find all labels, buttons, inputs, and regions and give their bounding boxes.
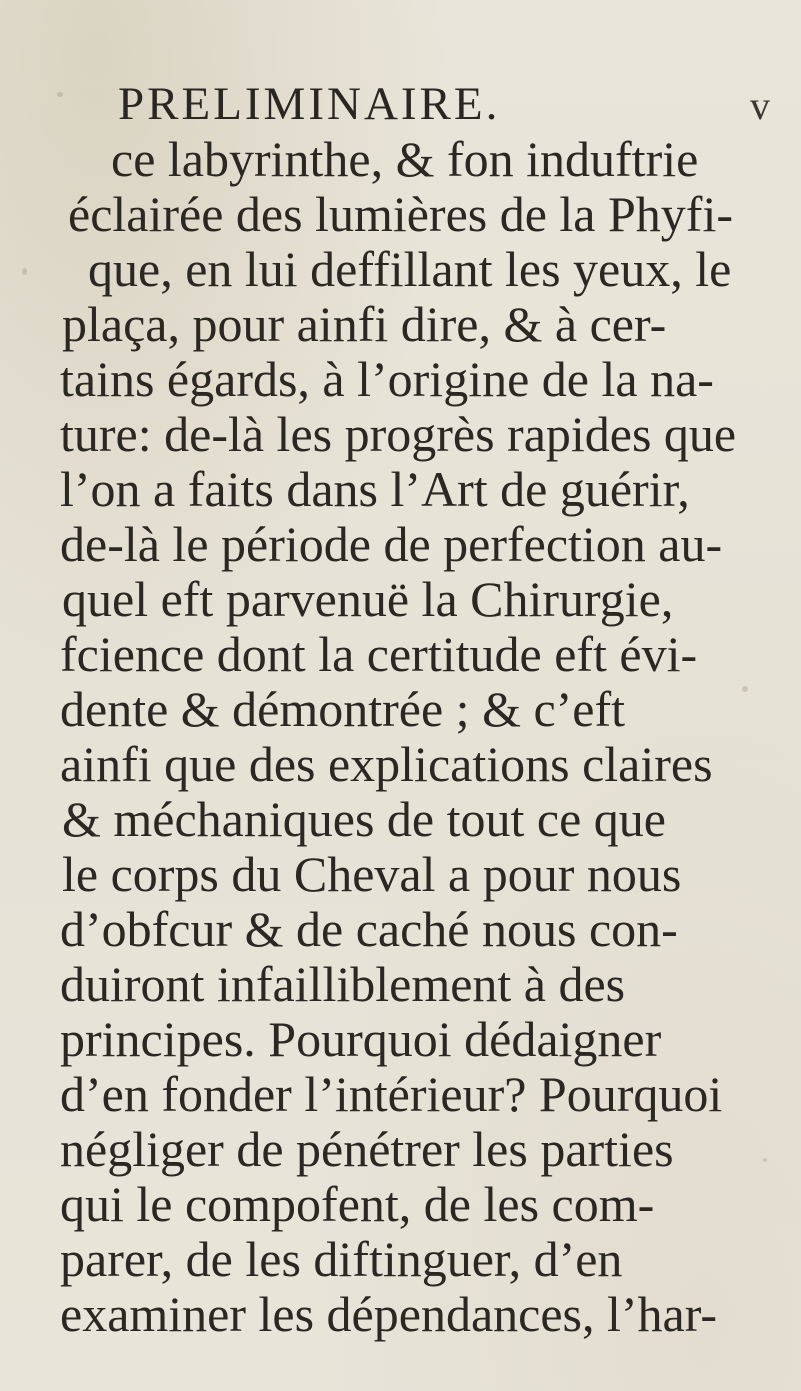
text-line: examiner les dépendances, l’har- bbox=[60, 1286, 718, 1342]
text-line: négliger de pénétrer les parties bbox=[60, 1121, 674, 1177]
text-line: parer, de les diftinguer, d’en bbox=[60, 1231, 623, 1287]
text-line: dente & démontrée ; & c’eft bbox=[60, 681, 626, 737]
text-line: fcience dont la certitude eft évi- bbox=[60, 626, 698, 682]
text-line: & méchaniques de tout ce que bbox=[62, 791, 666, 847]
text-line: ture: de-là les progrès rapides que bbox=[60, 406, 737, 462]
paper-speck bbox=[742, 686, 748, 692]
text-line: ainfi que des explications claires bbox=[60, 736, 713, 792]
text-line: duiront infailliblement à des bbox=[60, 956, 626, 1012]
text-line: d’en fonder l’intérieur? Pourquoi bbox=[60, 1066, 723, 1122]
running-title: PRELIMINAIRE. bbox=[118, 78, 501, 130]
text-line: ce labyrinthe, & fon induftrie bbox=[111, 131, 699, 187]
running-header bbox=[118, 78, 770, 130]
page-number: v bbox=[750, 83, 770, 128]
text-line: que, en lui deffillant les yeux, le bbox=[88, 241, 732, 297]
paper-speck bbox=[57, 92, 63, 97]
text-line: de-là le période de perfection au- bbox=[60, 516, 723, 572]
text-line: plaça, pour ainfi dire, & à cer- bbox=[62, 296, 667, 352]
text-line: qui le compofent, de les com- bbox=[60, 1176, 655, 1232]
text-line: l’on a faits dans l’Art de guérir, bbox=[60, 461, 690, 517]
text-line: principes. Pourquoi dédaigner bbox=[60, 1011, 662, 1067]
text-line: d’obfcur & de caché nous con- bbox=[60, 901, 678, 957]
text-line: le corps du Cheval a pour nous bbox=[62, 846, 682, 902]
text-line: quel eft parvenuë la Chirurgie, bbox=[62, 571, 674, 627]
text-line: éclairée des lumières de la Phyfi- bbox=[68, 186, 733, 242]
text-line: tains égards, à l’origine de la na- bbox=[60, 351, 714, 407]
paper-speck bbox=[763, 1158, 767, 1162]
paper-speck bbox=[22, 268, 27, 275]
